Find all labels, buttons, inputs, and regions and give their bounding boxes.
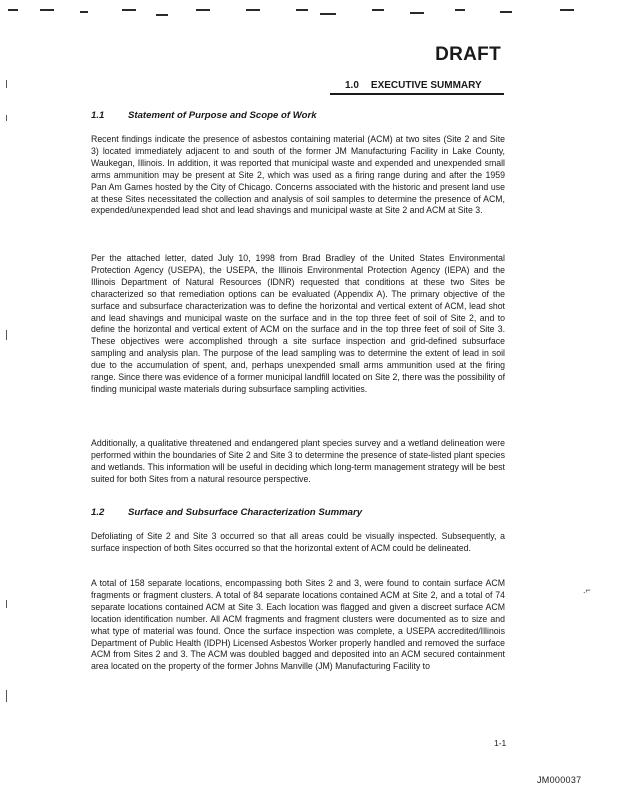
paragraph: Defoliating of Site 2 and Site 3 occurred so that all areas could be visually inspected. Subsequently, a surface inspection of both Sites occurred so that the horizontal extent of ACM could be delineated.: [91, 531, 505, 553]
section-heading-number: 1.2: [91, 507, 105, 518]
executive-summary-heading: [345, 80, 502, 91]
section-heading-title: Statement of Purpose and Scope of Work: [128, 110, 317, 121]
section-heading-1-2: [91, 507, 362, 518]
section-heading-1-1: [91, 110, 317, 121]
section-heading-number: 1.1: [91, 110, 105, 121]
paragraph: Additionally, a qualitative threatened and endangered plant species survey and a wetland delineation were performed within the boundaries of Site 2 and Site 3 to determine the presence of state-listed plant species and wetlands. This information will be useful in deciding which long-term management strategy will be best suited for both Sites from a natural resource perspective.: [91, 438, 505, 484]
paragraph: Per the attached letter, dated July 10, 1998 from Brad Bradley of the United States Environmental Protection Agency (USEPA), the USEPA, the Illinois Environmental Protection Agency (IEPA) and the Illinois Department of Natural Resources (IDNR) requested that conditions at these two Sites be characterized so that remediation options can be evaluated (Appendix A). The primary objective of the surface and subsurface characterization was to define the horizontal and vertical extent of ACM, lead shot and lead shavings and municipal waste on the surface and in the top three feet of soil of Site 2, and to define the horizontal and vertical extent of ACM on the surface and in the top three feet of soil of Site 3. These objectives were accomplished through a site surface inspection and grid-defined subsurface sampling and analysis plan. The purpose of the lead sampling was to determine the extent of lead in soil due to the accumulation of spent, and, perhaps unexpended small arms ammunition used at the firing range. Since there was evidence of a former municipal landfill located on Site 2, there was the possibility of finding municipal waste materials during subsurface sampling activities.: [91, 253, 505, 394]
paragraph: Recent findings indicate the presence of asbestos containing material (ACM) at two sites (Site 2 and Site 3) located immediately adjacent to and south of the former JM Manufacturing Facility in Lake County, Waukegan, Illinois. In addition, it was reported that municipal waste and expended and unexpended small arms ammunition may be present at Site 2, which was used as a firing range during and after the 1959 Pan Am Games hosted by the City of Chicago. Concerns associated with the historic and present land use at these Sites necessitated the collection and analysis of soil samples to determine the presence of ACM, expended/unexpended lead shot and lead shavings and municipal waste at Site 2 and ACM at Site 3.: [91, 134, 505, 216]
section-heading-title: Surface and Subsurface Characterization Summary: [128, 507, 363, 518]
page-number: 1-1: [494, 738, 507, 748]
section-title: EXECUTIVE SUMMARY: [370, 80, 482, 91]
bates-number: JM000037: [537, 775, 582, 785]
heading-rule: [330, 93, 504, 95]
section-number: 1.0: [345, 80, 359, 91]
paragraph: A total of 158 separate locations, encompassing both Sites 2 and 3, were found to contain surface ACM fragments or fragment clusters. A total of 84 separate locations contained ACM at Site 2, and a total of 74 separate locations contained ACM at Site 3. Each location was flagged and given a discreet surface ACM location identification number. All ACM fragments and fragment clusters were documented as to size and what type of material was found. Once the surface inspection was complete, a USEPA accredited/Illinois Department of Public Health (IDPH) Licensed Asbestos Worker properly handled and removed the surface ACM from Sites 2 and 3. The ACM was doubled bagged and deposited into an ACM secured containment area located on the property of the former Johns Manville (JM) Manufacturing Facility to: [91, 578, 505, 672]
draft-watermark: DRAFT: [435, 44, 501, 65]
margin-mark: .⌐: [583, 585, 591, 595]
